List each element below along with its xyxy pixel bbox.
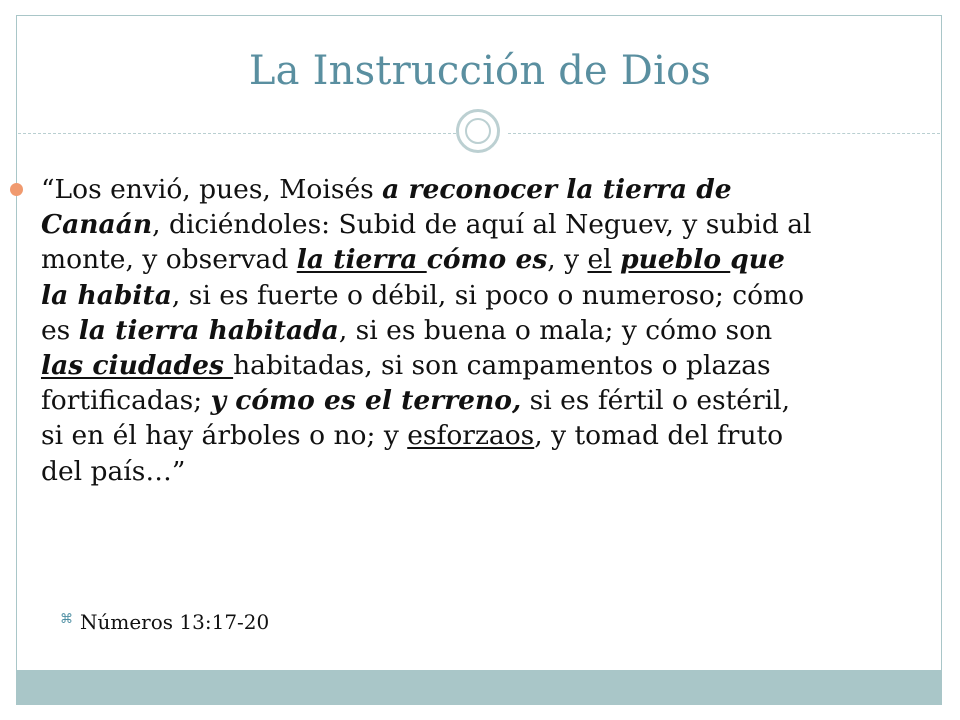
title-divider-left [18,133,456,134]
quote-emphasis-underlined: pueblo [620,244,731,276]
quote-text: , diciéndoles: Subid de aquí al Neguev, y subid al monte, y observad [41,209,812,276]
quote-emphasis-underlined: la tierra [296,244,427,276]
quote-text: , y tomad del fruto del país…” [41,420,784,487]
quote-text: , si es fuerte o débil, si poco o numeroso; cómo es [41,279,805,346]
footer-band [17,670,941,704]
scripture-quote [41,172,813,489]
slide-title: La Instrucción de Dios [248,48,712,94]
quote-underlined: esforzaos [407,420,535,452]
quote-text: , y [547,244,588,276]
quote-text [612,244,620,275]
quote-text: si es fértil o estéril, si en él hay árboles o no; y [41,385,791,452]
quote-text: “Los envió, pues, Moisés [41,174,383,205]
ring-ornament-inner [465,118,491,144]
quote-emphasis: y cómo es el terreno, [210,385,522,417]
quote-emphasis: la tierra habitada [78,314,339,346]
scripture-reference [60,610,270,634]
quote-text: , si es buena o mala; y cómo son [338,314,773,346]
quote-emphasis: cómo es [426,244,548,276]
title-divider-right [508,133,940,134]
bullet-dot-icon [10,183,23,196]
sub-bullet-icon: ⌘ [60,612,73,627]
quote-underlined: el [587,244,612,276]
quote-emphasis-underlined: las ciudades [41,350,234,382]
quote-emphasis: que la habita [41,244,785,311]
ring-ornament-icon [456,109,500,153]
reference-text: Números 13:17-20 [80,610,270,634]
quote-text: habitadas, si son campamentos o plazas fortificadas; [41,350,771,417]
quote-emphasis: a reconocer la tierra de Canaán [41,174,732,241]
